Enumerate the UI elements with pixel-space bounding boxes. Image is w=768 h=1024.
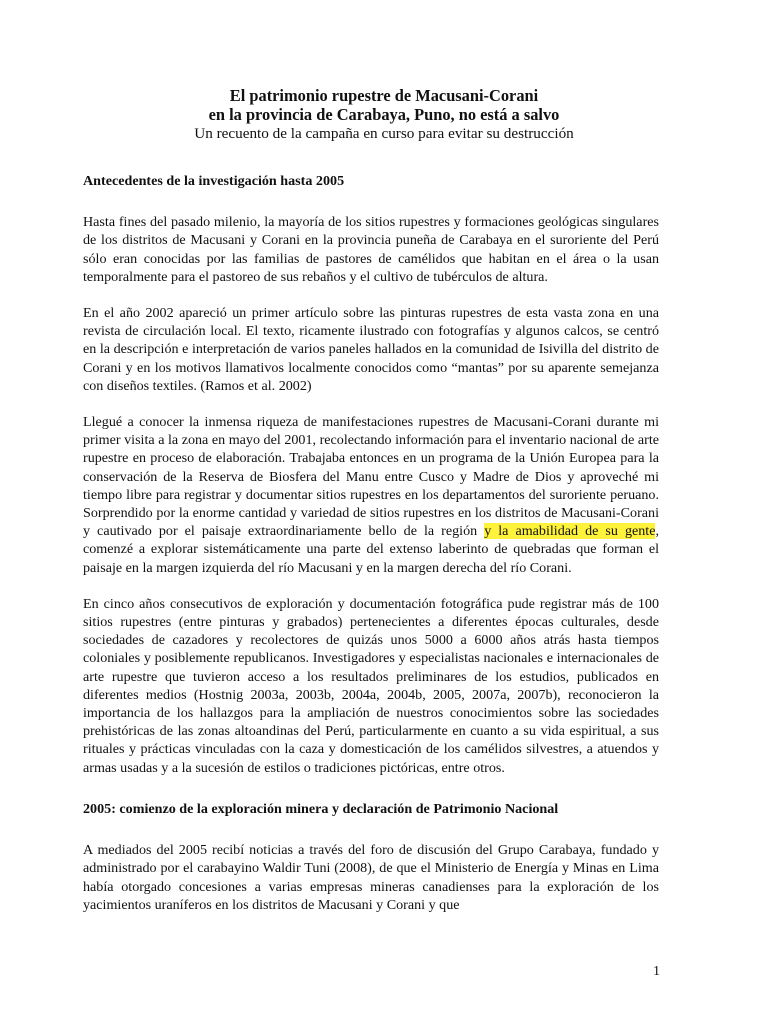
section-heading-antecedentes: Antecedentes de la investigación hasta 2005: [83, 173, 345, 189]
highlighted-text: y la amabilidad de su gente: [484, 523, 656, 540]
paragraph-3: [83, 413, 659, 577]
paragraph-3-text-before: Llegué a conocer la inmensa riqueza de manifestaciones rupestres de Macusani-Corani durante mi primer visita a la zona en mayo del 2001, recolectando información para el inventario nacional de arte rupestre en proceso de elaboración. Trabajaba entonces en un programa de la Unión Europea para la conservación de la Reserva de Biosfera del Manu entre Cusco y Madre de Dios y aproveché mi tiempo libre para registrar y documentar sitios rupestres en los departamentos del suroriente peruano. Sorprendido por la enorme cantidad y variedad de sitios rupestres en los distritos de Macusani-Corani y cautivado por el paisaje extraordinariamente bello de la región: [83, 414, 659, 540]
document-title-line-2: en la provincia de Carabaya, Puno, no está a salvo: [208, 105, 560, 124]
paragraph-3-text-after: , comenzé a explorar sistemáticamente una parte del extenso laberinto de quebradas que forman el paisaje en la margen izquierda del río Macusani y en la margen derecha del río Corani.: [83, 523, 659, 576]
title-block: [0, 86, 768, 143]
paragraph-1: Hasta fines del pasado milenio, la mayoría de los sitios rupestres y formaciones geológicas singulares de los distritos de Macusani y Corani en la provincia puneña de Carabaya en el suroriente del Perú sólo eran conocidas por las familias de pastores de camélidos que habitan en el área o la usan temporalmente para el pastoreo de sus rebaños y el cultivo de tubérculos de altura.: [83, 214, 659, 285]
document-body: [83, 172, 659, 932]
document-subtitle: Un recuento de la campaña en curso para evitar su destrucción: [194, 125, 574, 142]
document-title-line-1: El patrimonio rupestre de Macusani-Corani: [229, 86, 539, 105]
section-heading-exploracion-minera: 2005: comienzo de la exploración minera y declaración de Patrimonio Nacional: [83, 800, 559, 817]
paragraph-5: A mediados del 2005 recibí noticias a través del foro de discusión del Grupo Carabaya, fundado y administrado por el carabayino Waldir Tuni (2008), de que el Ministerio de Energía y Minas en Lima había otorgado concesiones a varias empresas mineras canadienses para la exploración de los yacimientos uraníferos en los distritos de Macusani y Corani y que: [83, 842, 659, 913]
page-number: 1: [652, 963, 660, 979]
paragraph-4: En cinco años consecutivos de exploración y documentación fotográfica pude registrar más de 100 sitios rupestres (entre pinturas y grabados) pertenecientes a diferentes épocas culturales, desde sociedades de cazadores y recolectores de quizás unos 5000 a 6000 años atrás hasta tiempos coloniales y posiblemente republicanos. Investigadores y especialistas nacionales e internacionales de arte rupestre que tuvieron acceso a los resultados preliminares de los estudios, publicados en diferentes medios (Hostnig 2003a, 2003b, 2004a, 2004b, 2005, 2007a, 2007b), reconocieron la importancia de los hallazgos para la ampliación de nuestros conocimientos sobre las sociedades prehistóricas de las zonas altoandinas del Perú, particularmente en cuanto a su vida espiritual, a sus rituales y prácticas vinculadas con la caza y domesticación de los camélidos silvestres, a atuendos y armas usadas y a la sucesión de estilos o tradiciones pictóricas, entre otros.: [83, 595, 659, 776]
paragraph-2: En el año 2002 apareció un primer artículo sobre las pinturas rupestres de esta vasta zona en una revista de circulación local. El texto, ricamente ilustrado con fotografías y algunos calcos, se centró en la descripción e interpretación de varios paneles hallados en la comunidad de Isivilla del distrito de Corani y en los motivos llamativos localmente conocidos como “mantas” por su aparente semejanza con diseños textiles. (Ramos et al. 2002): [83, 305, 659, 394]
